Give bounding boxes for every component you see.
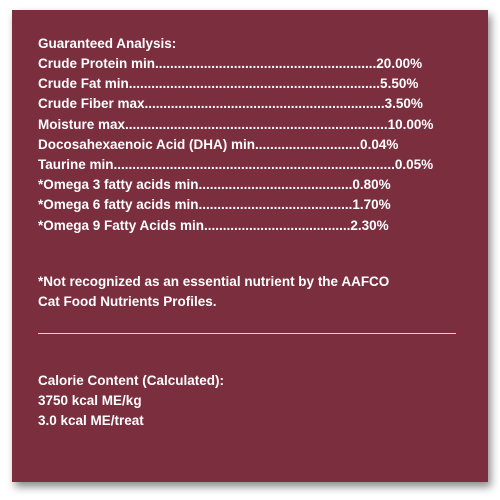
- footnote: [38, 272, 458, 312]
- analysis-row-omega-6: *Omega 6 fatty acids min.........................................1.70%: [38, 197, 391, 213]
- footnote-line-1: *Not recognized as an essential nutrient by the AAFCO: [38, 274, 390, 289]
- analysis-row-crude-fiber: Crude Fiber max................................................................3.50%: [38, 96, 423, 112]
- analysis-row-omega-9: *Omega 9 Fatty Acids min.......................................2.30%: [38, 217, 389, 233]
- analysis-list: [38, 54, 448, 236]
- calorie-heading: Calorie Content (Calculated):: [38, 373, 225, 388]
- footnote-line-2: Cat Food Nutrients Profiles.: [38, 294, 217, 309]
- calorie-per-treat: 3.0 kcal ME/treat: [38, 413, 144, 428]
- guaranteed-analysis-heading: Guaranteed Analysis:: [38, 36, 177, 51]
- analysis-row-crude-fat: Crude Fat min...................................................................5.50%: [38, 76, 419, 92]
- calorie-content: [38, 371, 224, 431]
- nutrition-panel: [12, 10, 488, 482]
- divider: [38, 333, 456, 334]
- analysis-row-taurine: Taurine min...........................................................................0.05%: [38, 156, 434, 172]
- analysis-row-omega-3: *Omega 3 fatty acids min.........................................0.80%: [38, 177, 391, 193]
- analysis-row-crude-protein: Crude Protein min...........................................................20.00%: [38, 56, 423, 71]
- analysis-row-dha: Docosahexaenoic Acid (DHA) min............................0.04%: [38, 136, 399, 152]
- analysis-row-moisture: Moisture max......................................................................10.00%: [38, 116, 434, 132]
- calorie-per-kg: 3750 kcal ME/kg: [38, 393, 142, 408]
